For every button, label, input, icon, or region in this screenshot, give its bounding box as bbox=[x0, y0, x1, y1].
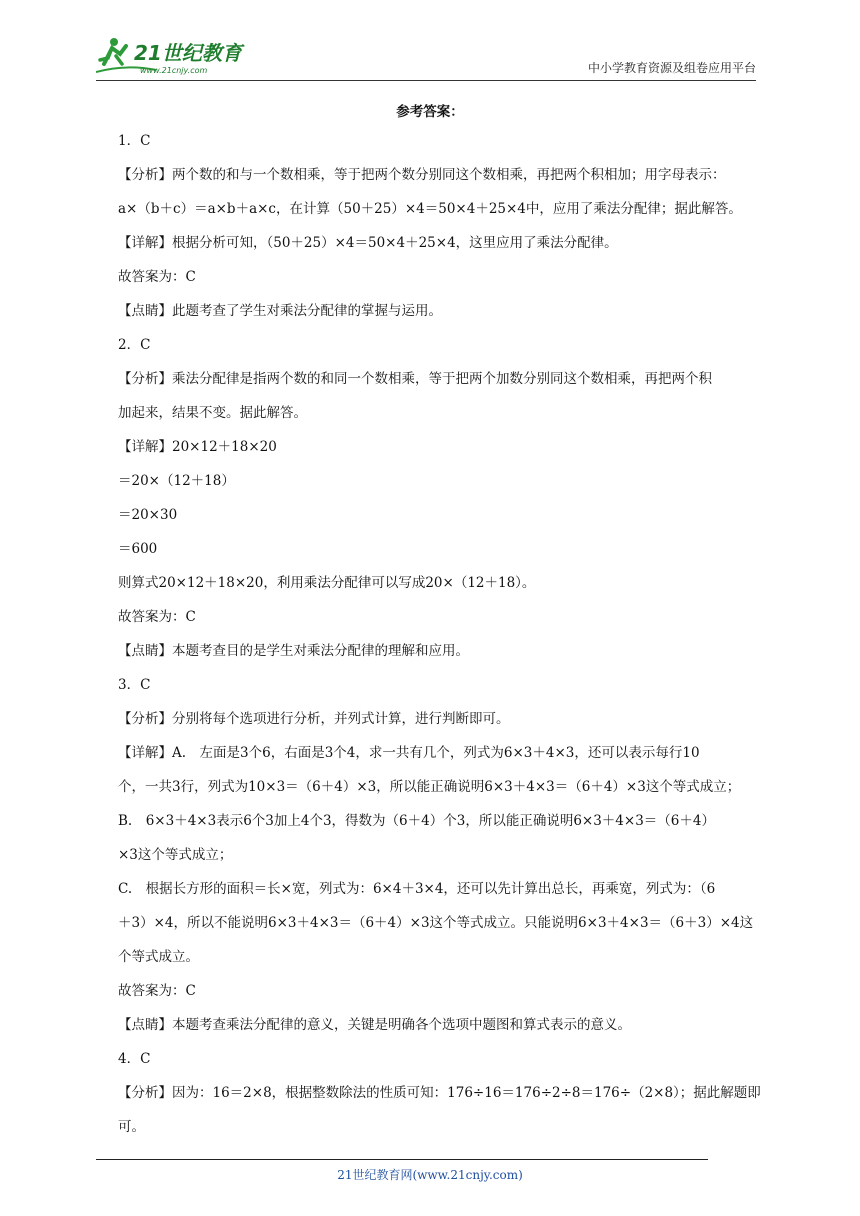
text-line: 【分析】分别将每个选项进行分析，并列式计算，进行判断即可。 bbox=[118, 711, 510, 727]
text-line: 可。 bbox=[118, 1119, 145, 1135]
text-line: 2．C bbox=[118, 337, 151, 353]
footer-divider bbox=[96, 1159, 708, 1160]
text-line: 故答案为：C bbox=[118, 983, 196, 999]
header-platform-text: 中小学教育资源及组卷应用平台 bbox=[587, 61, 756, 75]
text-line: 【详解】A. 左面是3个6，右面是3个4，求一共有几个，列式为6×3＋4×3，还可以表示每行10 bbox=[118, 745, 700, 761]
text-line: 个，一共3行，列式为10×3＝（6＋4）×3，所以能正确说明6×3＋4×3＝（6＋4）×3这个等式成立； bbox=[118, 779, 741, 795]
text-line: 故答案为：C bbox=[118, 609, 196, 625]
text-line: 【分析】两个数的和与一个数相乘，等于把两个数分别同这个数相乘，再把两个积相加；用字母表示： bbox=[118, 167, 726, 183]
text-line: 【分析】因为：16＝2×8，根据整数除法的性质可知：176÷16＝176÷2÷8＝176÷（2×8）；据此解题即 bbox=[118, 1085, 761, 1101]
text-line: 【分析】乘法分配律是指两个数的和同一个数相乘，等于把两个加数分别同这个数相乘，再把两个积 bbox=[118, 371, 712, 387]
text-line: ×3这个等式成立； bbox=[118, 847, 233, 863]
text-line: 则算式20×12＋18×20，利用乘法分配律可以写成20×（12＋18）。 bbox=[118, 575, 536, 591]
page-header bbox=[96, 34, 756, 81]
footer-site-link[interactable]: 21世纪教育网(www.21cnjy.com) bbox=[337, 1168, 523, 1182]
text-line: 故答案为：C bbox=[118, 269, 196, 285]
text-line: 【点睛】本题考查乘法分配律的意义，关键是明确各个选项中题图和算式表示的意义。 bbox=[118, 1017, 631, 1033]
text-line: 3．C bbox=[118, 677, 151, 693]
text-line: 个等式成立。 bbox=[118, 949, 199, 965]
text-line: ＋3）×4，所以不能说明6×3＋4×3＝（6＋4）×3这个等式成立。只能说明6×3＋4×3＝（6＋3）×4这 bbox=[118, 915, 754, 931]
text-line: C. 根据长方形的面积＝长×宽，列式为：6×4＋3×4，还可以先计算出总长，再乘宽，列式为：（6 bbox=[118, 881, 716, 897]
svg-text:www.21cnjy.com: www.21cnjy.com bbox=[140, 66, 208, 75]
text-line: B. 6×3＋4×3表示6个3加上4个3，得数为（6＋4）个3，所以能正确说明6×3＋4×3＝（6＋4） bbox=[118, 813, 715, 829]
text-line: 【详解】根据分析可知，（50＋25）×4＝50×4＋25×4，这里应用了乘法分配律。 bbox=[118, 235, 618, 251]
text-line: 4．C bbox=[118, 1051, 151, 1067]
text-line: 【详解】20×12＋18×20 bbox=[118, 439, 277, 455]
text-line: 1．C bbox=[118, 133, 151, 149]
svg-text:21世纪教育: 21世纪教育 bbox=[134, 41, 242, 65]
text-line: ＝20×30 bbox=[118, 507, 178, 523]
text-line: ＝600 bbox=[118, 541, 158, 557]
text-line: ＝20×（12＋18） bbox=[118, 473, 235, 489]
text-line: 【点睛】此题考查了学生对乘法分配律的掌握与运用。 bbox=[118, 303, 442, 319]
text-line: a×（b＋c）＝a×b＋a×c，在计算（50＋25）×4＝50×4＋25×4中，应用了乘法分配律；据此解答。 bbox=[118, 201, 742, 217]
answer-content bbox=[118, 124, 761, 1144]
text-line: 【点睛】本题考查目的是学生对乘法分配律的理解和应用。 bbox=[118, 643, 469, 659]
page-title: 参考答案： bbox=[396, 104, 464, 120]
text-line: 加起来，结果不变。据此解答。 bbox=[118, 405, 307, 421]
site-logo-icon bbox=[96, 34, 256, 78]
